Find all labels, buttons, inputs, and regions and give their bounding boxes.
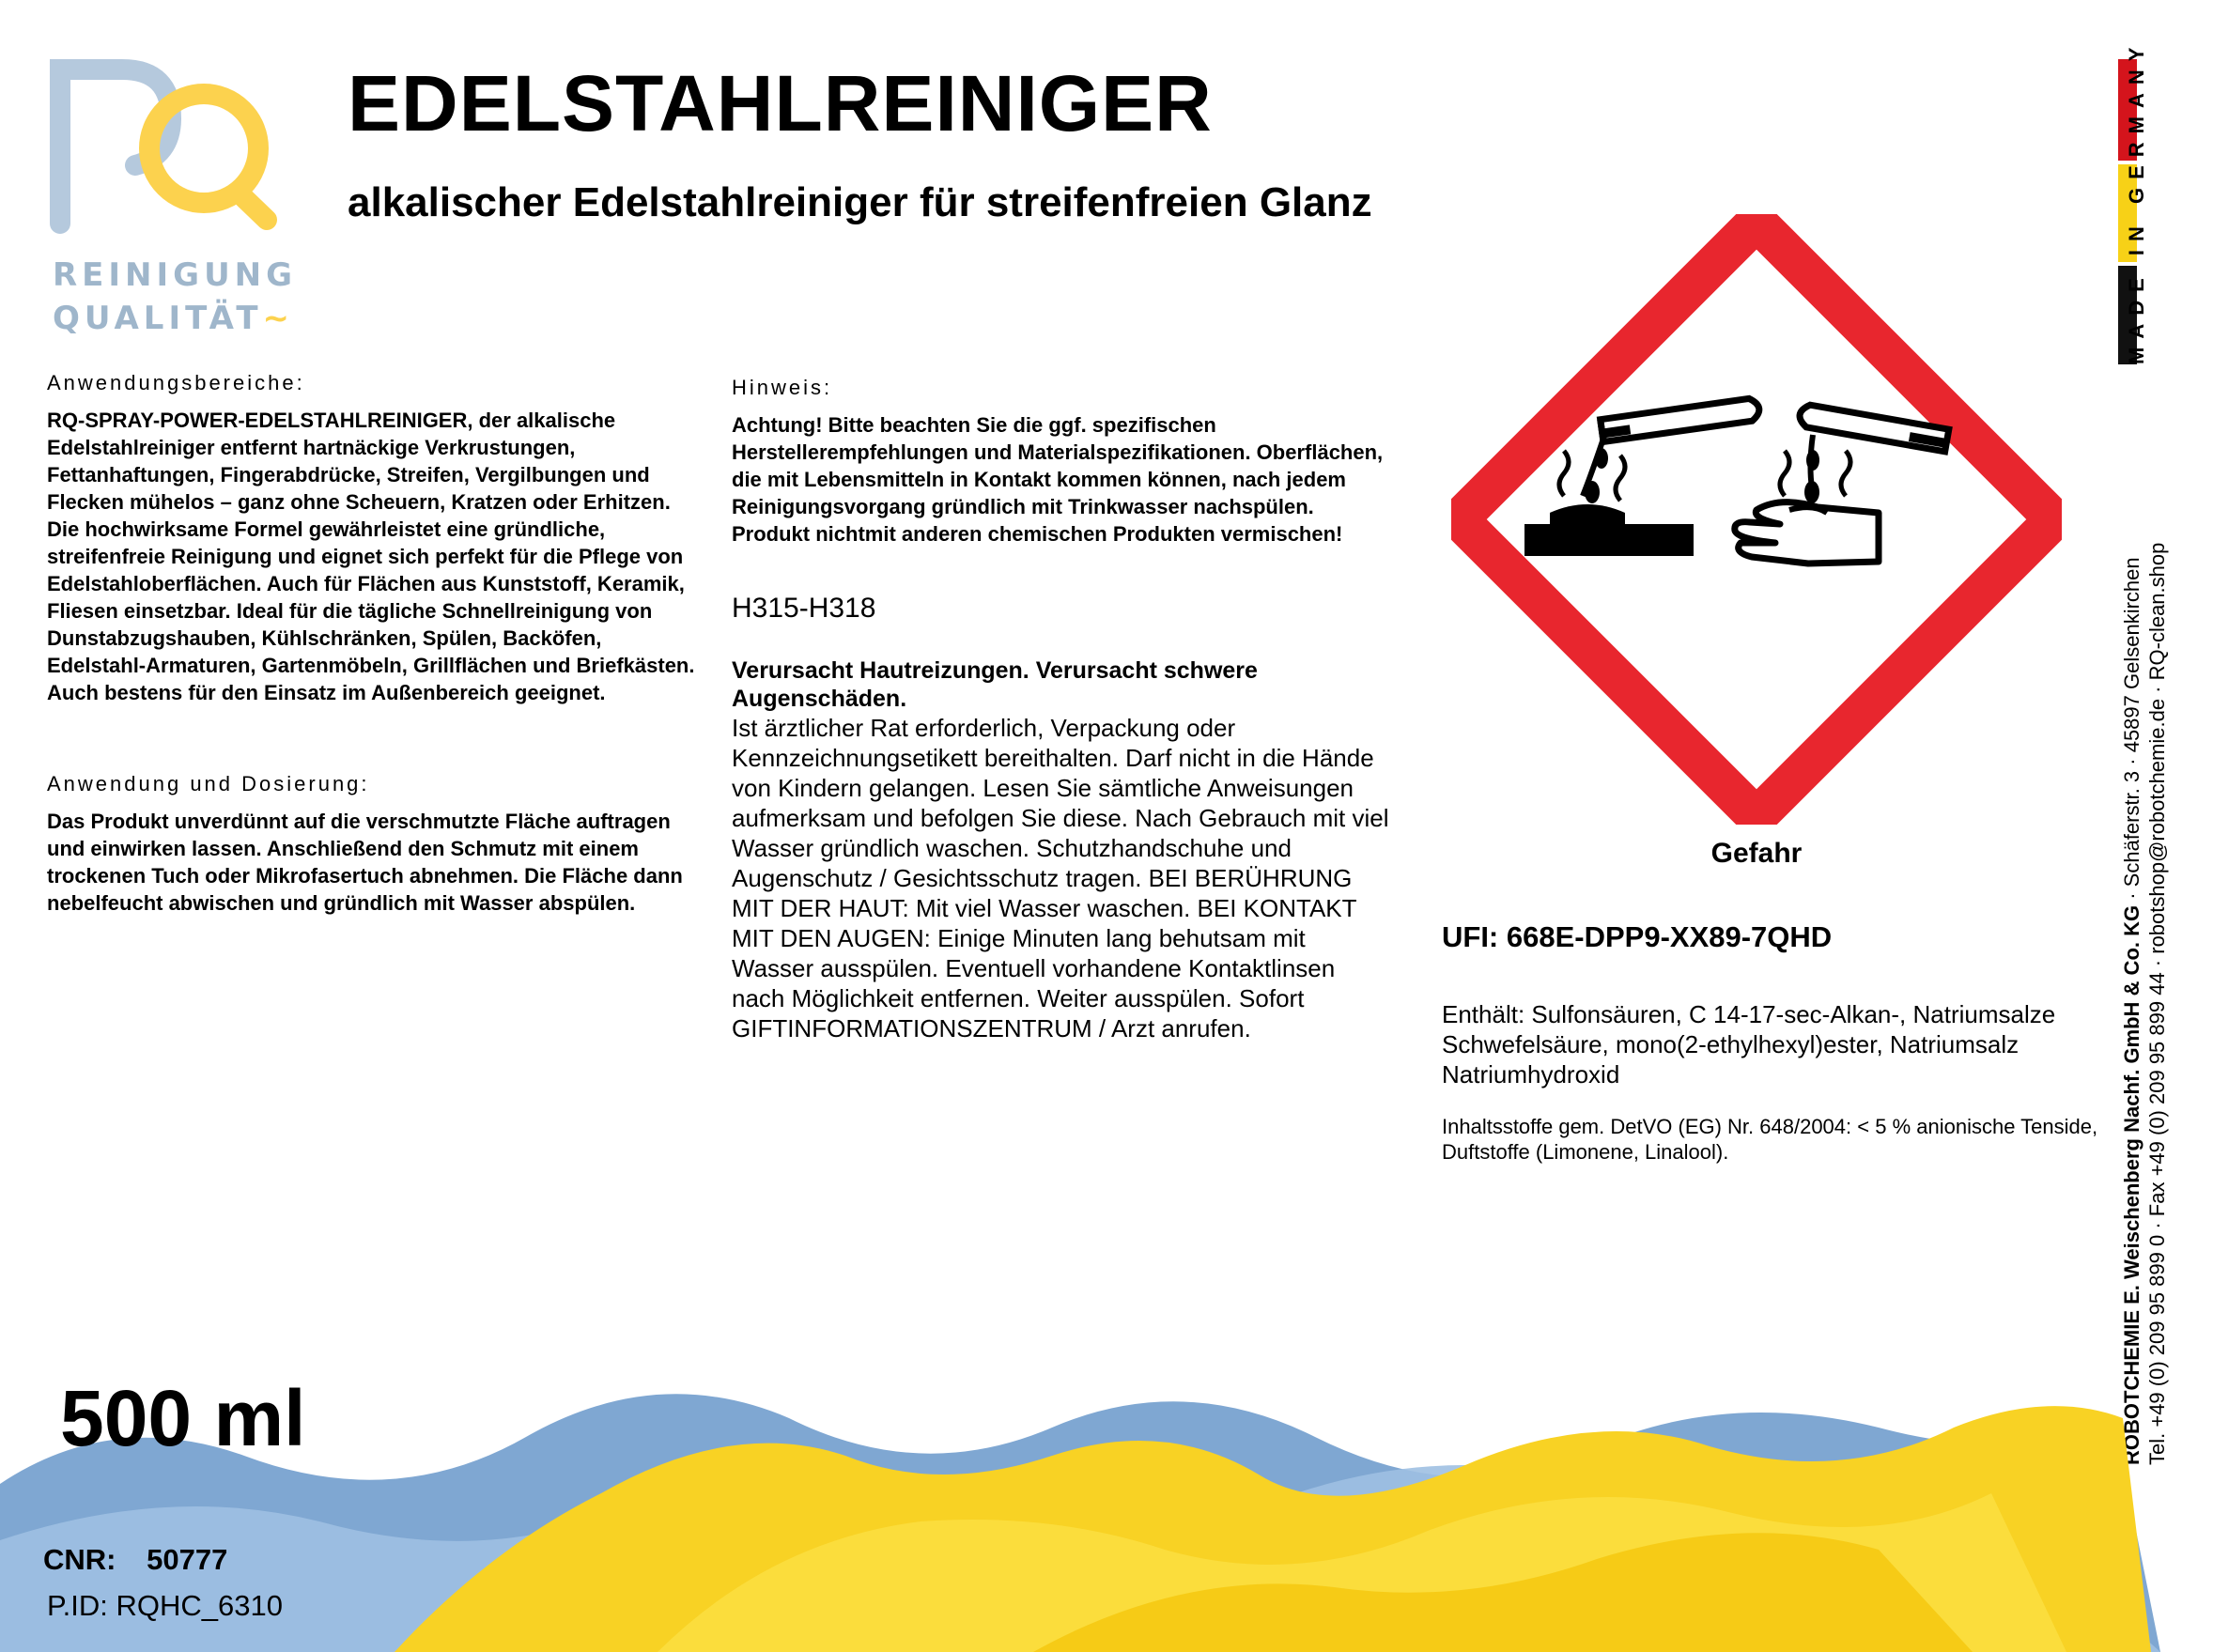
precautionary-statements: Ist ärztlicher Rat erforderlich, Verpackung oder Kennzeichnungsetikett bereithalten. Darf nicht in die Hände von Kindern gelangen. Lesen Sie sämtliche Anweisungen aufmerksam und befolgen Sie diese. Nach Gebrauch mit viel Wasser gründlich waschen. Schutzhandschuhe und Augenschutz / Gesichtsschutz tragen. BEI BERÜHRUNG MIT DER HAUT: Mit viel Wasser waschen. BEI KONTAKT MIT DEN AUGEN: Einige Minuten lang behutsam mit Wasser ausspülen. Eventuell vorhandene Kontaktlinsen nach Möglichkeit entfernen. Weiter ausspülen. Sofort GIFTINFORMATIONSZENTRUM / Arzt anrufen.: [732, 714, 1389, 1042]
signal-word: Gefahr: [1710, 838, 1803, 869]
product-title: EDELSTAHLREINIGER: [348, 59, 1213, 147]
logo-line-1: REINIGUNG: [53, 256, 298, 294]
ufi-code: UFI: 668E-DPP9-XX89-7QHD: [1442, 920, 1833, 953]
hazard-column: [732, 376, 1389, 1043]
made-in-germany-text: MADE IN GERMANY: [2125, 39, 2148, 364]
hazard-statements: Verursacht Hautreizungen. Verursacht schwere Augenschäden.: [732, 657, 1258, 712]
application-column: [47, 371, 695, 917]
dosage-text: Das Produkt unverdünnt auf die verschmutzte Fläche auftragen und einwirken lassen. Anschließend den Schmutz mit einem trockenen Tuch oder Mikrofasertuch abnehmen. Die Fläche dann nebelfeucht abwischen und gründlich mit Wasser abspülen.: [47, 810, 683, 915]
tilde-icon: ~: [262, 300, 295, 337]
company-name: ROBOTCHEMIE E. Weischenberg Nachf. GmbH & Co. KG: [2120, 904, 2143, 1465]
company-contact: Tel. +49 (0) 209 95 899 0 · Fax +49 (0) 209 95 899 44 · robotshop@robotchemie.de · RQ-clean.shop: [2145, 542, 2169, 1465]
application-text: RQ-SPRAY-POWER-EDELSTAHLREINIGER, der alkalische Edelstahlreiniger entfernt hartnäckige Verkrustungen, Fettanhaftungen, Fingerabdrücke, Streifen, Vergilbungen und Flecken mühelos – ganz ohne Scheuern, Kratzen oder Erhitzen. Die hochwirksame Formel gewährleistet eine gründliche, streifenfreie Reinigung und eignet sich perfekt für die Pflege von Edelstahloberflächen. Auch für Flächen aus Kunststoff, Keramik, Fliesen einsetzbar. Ideal für die tägliche Schnellreinigung von Dunstabzugshauben, Kühlschränken, Spülen, Backöfen, Edelstahl-Armaturen, Gartenmöbeln, Grillflächen und Briefkästen. Auch bestens für den Einsatz im Außenbereich geeignet.: [47, 409, 695, 704]
cnr-label: CNR:: [43, 1543, 116, 1576]
company-info-text: [2119, 543, 2170, 1465]
ingredients-text: Inhaltsstoffe gem. DetVO (EG) Nr. 648/2004: < 5 % anionische Tenside, Duftstoffe (Limonene, Linalool).: [1442, 1115, 2098, 1164]
company-line-1: [2119, 543, 2144, 1465]
brand-logo-text: [53, 254, 297, 340]
hazard-codes: H315-H318: [732, 593, 876, 624]
identification-column: [1442, 920, 2099, 1165]
application-heading: Anwendungsbereiche:: [47, 371, 305, 394]
decorative-waves: [0, 1352, 2213, 1652]
dosage-heading: Anwendung und Dosierung:: [47, 772, 370, 795]
corrosion-icon: [1451, 214, 2062, 825]
product-id: P.ID: RQHC_6310: [47, 1589, 283, 1622]
note-text: Achtung! Bitte beachten Sie die ggf. spezifischen Herstellerempfehlungen und Materialspezifikationen. Oberflächen, die mit Lebensmitteln in Kontakt kommen können, nach jedem Reinigungsvorgang gründlich mit Trinkwasser nachspülen. Produkt nichtmit anderen chemischen Produkten vermischen!: [732, 413, 1384, 546]
cnr-value: 50777: [147, 1543, 228, 1576]
product-volume: 500 ml: [60, 1374, 306, 1462]
company-address: · Schäferstr. 3 · 45897 Gelsenkirchen: [2120, 557, 2143, 905]
cnr-number: [43, 1543, 227, 1577]
note-heading: Hinweis:: [732, 376, 833, 399]
contains-text: Enthält: Sulfonsäuren, C 14-17-sec-Alkan-, Natriumsalze Schwefelsäure, mono(2-ethylhexyl)ester, Natriumsalz Natriumhydroxid: [1442, 1000, 2056, 1088]
product-subtitle: alkalischer Edelstahlreiniger für streifenfreien Glanz: [348, 179, 1372, 225]
logo-line-2: QUALITÄT~: [53, 300, 295, 337]
